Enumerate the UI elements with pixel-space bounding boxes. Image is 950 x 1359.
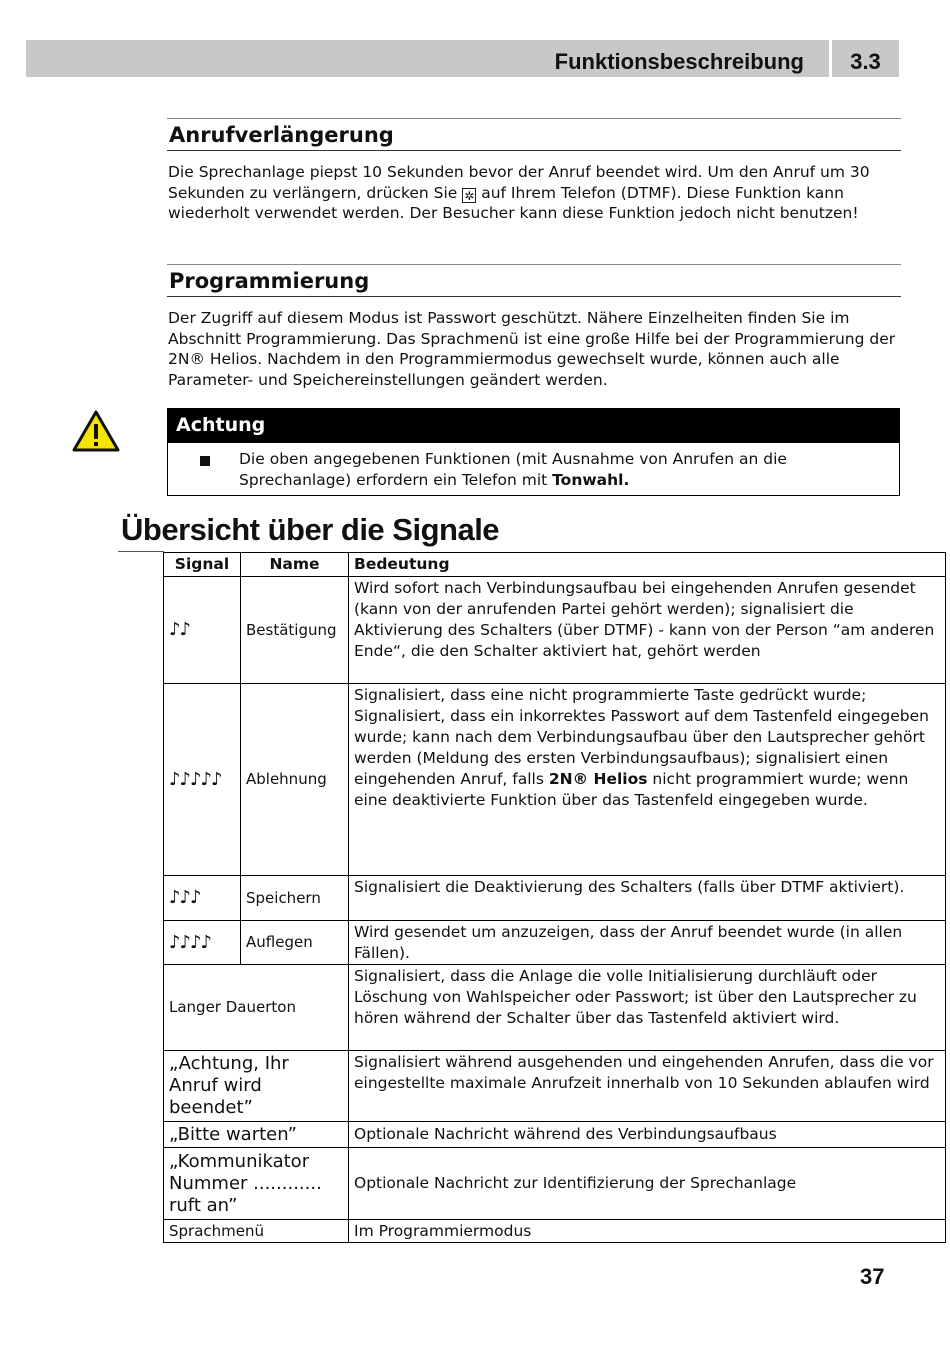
- chapter-title: Funktionsbeschreibung: [554, 49, 804, 74]
- header-name: Name: [241, 553, 349, 577]
- name-cell: „Achtung, Ihr Anruf wird beendet”: [164, 1051, 349, 1122]
- paragraph-text: auf Ihrem Telefon (DTMF). Diese Funktion kann wiederholt verwendet werden. Der Besucher kann diese Funktion jedoch nicht benutzen!: [168, 183, 859, 222]
- bullet-icon: [200, 456, 210, 466]
- achtung-text-bold: Tonwahl.: [552, 471, 630, 489]
- signal-cell: [164, 876, 241, 921]
- page-number: 37: [860, 1264, 885, 1289]
- achtung-box: [167, 408, 900, 496]
- meaning-cell: Optionale Nachricht während des Verbindungsaufbaus: [349, 1122, 946, 1148]
- name-cell: Auflegen: [241, 921, 349, 965]
- table-row: [164, 1051, 946, 1122]
- name-cell: Speichern: [241, 876, 349, 921]
- paragraph-text: Die Sprechanlage piepst 10 Sekunden bevor der Anruf beendet wird. Um den Anruf um 30 Sekunden zu verlängern, drücken Sie: [168, 163, 870, 202]
- table-row: [164, 876, 946, 921]
- meaning-cell: Signalisiert, dass die Anlage die volle Initialisierung durchläuft oder Löschung von Wahlspeicher oder Passwort; ist über den Lautsprecher zu hören während der Schalter über das Tastenfeld aktiviert wird.: [349, 965, 946, 1051]
- table-row: [164, 1220, 946, 1243]
- name-cell: „Kommunikator Nummer ............ ruft an”: [164, 1148, 349, 1220]
- name-cell: Sprachmenü: [164, 1220, 349, 1243]
- programmierung-paragraph: Der Zugriff auf diesem Modus ist Passwort geschützt. Nähere Einzelheiten finden Sie im Abschnitt Programmierung. Das Sprachmenü ist eine große Hilfe bei der Programmierung der 2N® Helios. Nachdem in den Programmiermodus gewechselt wurde, können auch alle Parameter- und Speichereinstellungen geändert werden.: [168, 309, 896, 389]
- name-cell: Ablehnung: [241, 684, 349, 876]
- header-bar: [26, 40, 899, 77]
- chapter-number: 3.3: [850, 49, 881, 74]
- table-row: [164, 921, 946, 965]
- section-title-programmierung: Programmierung: [167, 264, 901, 297]
- notes-icon: ♪♪♪♪♪: [169, 768, 222, 790]
- table-row: [164, 1122, 946, 1148]
- anrufverlaengerung-paragraph: [168, 162, 898, 224]
- header-signal: Signal: [164, 553, 241, 577]
- notes-icon: ♪♪♪: [169, 887, 201, 908]
- star-key-icon: ✲: [464, 188, 475, 203]
- achtung-text-regular: Die oben angegebenen Funktionen (mit Ausnahme von Anrufen an die Sprechanlage) erfordern ein Telefon mit: [239, 450, 787, 489]
- meaning-text: nicht programmiert wurde; wenn eine deaktivierte Funktion über das Tastenfeld eingegeben wurde.: [354, 770, 909, 809]
- signal-cell: [164, 684, 241, 876]
- meaning-cell: Wird sofort nach Verbindungsaufbau bei eingehenden Anrufen gesendet (kann von der anrufenden Partei gehört werden); signalisiert die Aktivierung des Schalters (über DTMF) - kann von der Person “am anderen Ende“, die den Schalter aktiviert hat, gehört werden: [349, 577, 946, 684]
- meaning-text: Signalisiert, dass eine nicht programmierte Taste gedrückt wurde; Signalisiert, dass ein inkorrektes Passwort auf dem Tastenfeld eingegeben wurde; kann nach dem Verbindungsaufbau über den Lautsprecher gehört werden (Meldung des ersten Verbindungsaufbaus); signalisiert einen eingehenden Anruf, falls: [354, 686, 929, 788]
- meaning-cell: Wird gesendet um anzuzeigen, dass der Anruf beendet wurde (in allen Fällen).: [349, 921, 946, 965]
- meaning-cell: Optionale Nachricht zur Identifizierung der Sprechanlage: [349, 1148, 946, 1220]
- meaning-cell: Signalisiert während ausgehenden und eingehenden Anrufen, dass die vor eingestellte maximale Anrufzeit innerhalb von 10 Sekunden ablaufen wird: [349, 1051, 946, 1122]
- overview-rule: [118, 551, 164, 552]
- name-cell: Bestätigung: [241, 577, 349, 684]
- section-title-anrufverlaengerung: Anrufverlängerung: [167, 118, 901, 151]
- name-cell: Langer Dauerton: [164, 965, 349, 1051]
- warning-icon: [72, 410, 120, 452]
- table-row: [164, 1148, 946, 1220]
- notes-icon: ♪♪♪♪: [169, 931, 211, 953]
- meaning-cell: [349, 684, 946, 876]
- meaning-cell: Signalisiert die Deaktivierung des Schalters (falls über DTMF aktiviert).: [349, 876, 946, 921]
- overview-title: Übersicht über die Signale: [121, 512, 500, 547]
- notes-icon: ♪♪: [169, 619, 190, 640]
- signal-table: [163, 552, 946, 1243]
- name-cell: „Bitte warten”: [164, 1122, 349, 1148]
- achtung-title: Achtung: [168, 409, 899, 443]
- table-row: [164, 684, 946, 876]
- signal-cell: [164, 577, 241, 684]
- table-header-row: [164, 553, 946, 577]
- table-row: [164, 965, 946, 1051]
- table-row: [164, 577, 946, 684]
- meaning-cell: Im Programmiermodus: [349, 1220, 946, 1243]
- header-meaning: Bedeutung: [349, 553, 946, 577]
- signal-cell: [164, 921, 241, 965]
- meaning-text-bold: 2N® Helios: [548, 770, 648, 788]
- achtung-text: [239, 449, 889, 491]
